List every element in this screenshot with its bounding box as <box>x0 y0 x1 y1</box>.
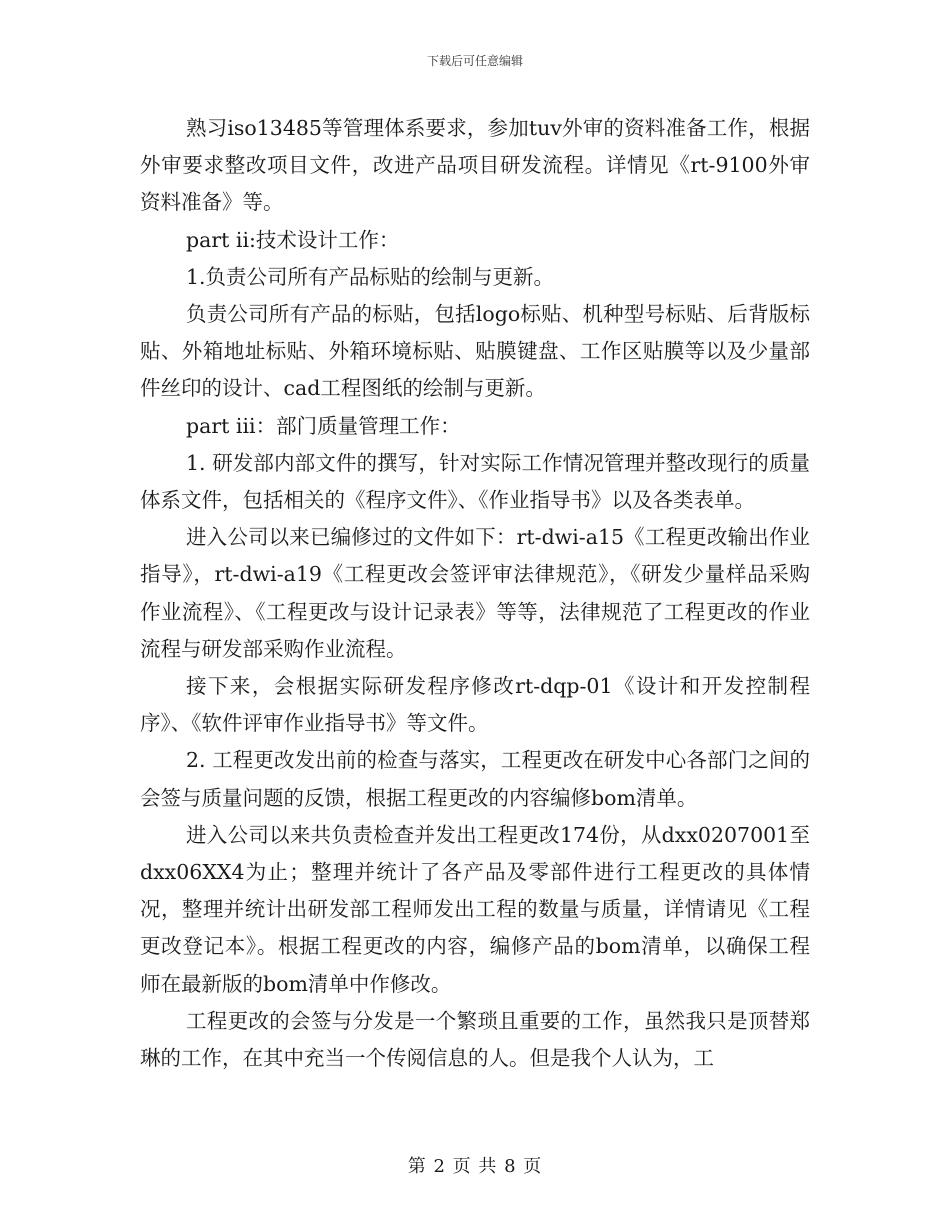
list-item: 2. 工程更改发出前的检查与落实，工程更改在研发中心各部门之间的会签与质量问题的反馈，根据工程更改的内容编修bom清单。 <box>140 748 810 810</box>
paragraph: 熟习iso13485等管理体系要求，参加tuv外审的资料准备工作，根据外审要求整改项目文件，改进产品项目研发流程。详情见《rt-9100外审资料准备》等。 <box>140 116 810 215</box>
section-heading: part iii：部门质量管理工作： <box>186 413 461 438</box>
section-heading: part ii:技术设计工作： <box>186 227 400 252</box>
paragraph: 工程更改的会签与分发是一个繁琐且重要的工作，虽然我只是顶替郑琳的工作，在其中充当一个传阅信息的人。但是我个人认为，工 <box>140 1008 810 1071</box>
page-header: 下载后可任意编辑 <box>426 54 523 68</box>
list-item: 1.负责公司所有产品标贴的绘制与更新。 <box>186 264 555 289</box>
paragraph: 接下来，会根据实际研发程序修改rt-dqp-01《设计和开发控制程序》、《软件评审作业指导书》等文件。 <box>140 674 810 736</box>
document-body <box>140 110 810 1077</box>
paragraph: 进入公司以来共负责检查并发出工程更改174份，从dxx0207001至dxx06XX4为止；整理并统计了各产品及零部件进行工程更改的具体情况，整理并统计出研发部工程师发出工程的数量与质量，详情请见《工程更改登记本》。根据工程更改的内容，编修产品的bom清单，以确保工程师在最新版的bom清单中作修改。 <box>140 822 810 996</box>
paragraph: 负责公司所有产品的标贴，包括logo标贴、机种型号标贴、后背版标贴、外箱地址标贴、外箱环境标贴、贴膜键盘、工作区贴膜等以及少量部件丝印的设计、cad工程图纸的绘制与更新。 <box>140 302 810 401</box>
list-item: 1. 研发部内部文件的撰写，针对实际工作情况管理并整改现行的质量体系文件，包括相关的《程序文件》、《作业指导书》以及各类表单。 <box>140 450 810 513</box>
paragraph: 进入公司以来已编修过的文件如下：rt-dwi-a15《工程更改输出作业指导》，rt-dwi-a19《工程更改会签评审法律规范》，《研发少量样品采购作业流程》、《工程更改与设计记录表》等等，法律规范了工程更改的作业流程与研发部采购作业流程。 <box>140 525 810 661</box>
page-footer: 第 2 页 共 8 页 <box>407 1156 543 1177</box>
